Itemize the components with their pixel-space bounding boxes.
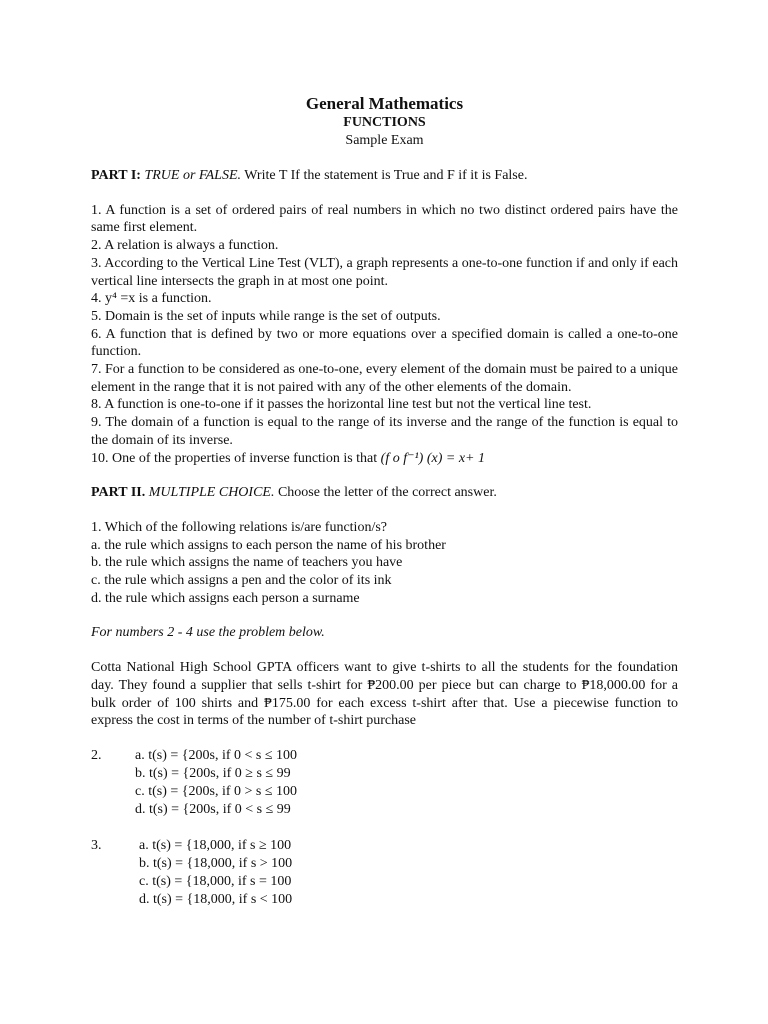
list-item: 6. A function that is defined by two or more equations over a specified domain is called a one-to-one function. [91,326,678,360]
page-title: General Mathematics [305,94,464,113]
answer-option: d. the rule which assigns each person a surname [91,590,360,606]
list-item: 3. According to the Vertical Line Test (VLT), a graph represents a one-to-one function if and only if each vertical line intersects the graph in at most one point. [91,255,678,289]
list-item: 9. The domain of a function is equal to the range of its inverse and the range of the function is equal to the domain of its inverse. [91,415,678,448]
list-item: 8. A function is one-to-one if it passes the horizontal line test but not the vertical line test. [91,397,592,413]
part2-type: MULTIPLE CHOICE. [148,485,275,501]
answer-option: d. t(s) = {18,000, if s < 100 [139,891,293,907]
answer-option: a. the rule which assigns to each person the name of his brother [91,537,446,553]
question-3 [91,837,678,909]
answer-option: c. the rule which assigns a pen and the color of its ink [91,573,392,589]
question-stem: 1. Which of the following relations is/are function/s? [91,519,388,535]
answer-option: b. the rule which assigns the name of teachers you have [91,555,403,571]
list-item: 7. For a function to be considered as one-to-one, every element of the domain must be paired to a unique element in the range that it is not paired with any of the other elements of the domain. [91,362,678,395]
answer-option: c. t(s) = {200s, if 0 > s ≤ 100 [135,783,298,799]
answer-option: c. t(s) = {18,000, if s = 100 [139,873,292,889]
question-3-options [139,837,292,909]
problem-note: For numbers 2 - 4 use the problem below. [91,625,325,641]
part2-label: PART II. [91,485,146,501]
answer-option: a. t(s) = {18,000, if s ≥ 100 [139,837,292,853]
part1-heading [91,167,678,185]
page-subtitle: FUNCTIONS [343,115,426,130]
exam-page [91,94,678,927]
answer-option: b. t(s) = {18,000, if s > 100 [139,855,293,871]
answer-option: d. t(s) = {200s, if 0 < s ≤ 99 [135,801,291,817]
list-item [91,450,678,468]
part1-type: TRUE or FALSE. [144,168,242,183]
question-number: 2. [91,747,102,763]
list-item: 2. A relation is always a function. [91,238,279,254]
part1-instruction: Write T If the statement is True and F if it is False. [244,168,528,183]
item10-formula: (f o f⁻¹) (x) = x+ 1 [380,450,485,466]
answer-option: b. t(s) = {200s, if 0 ≥ s ≤ 99 [135,765,291,781]
question-1 [91,519,678,608]
part1-items [91,202,678,468]
part1-label: PART I: [91,168,141,183]
part2-heading [91,484,678,502]
list-item: 1. A function is a set of ordered pairs of real numbers in which no two distinct ordered pairs have the same first element. [91,202,678,236]
problem-text: Cotta National High School GPTA officers want to give t-shirts to all the students for the foundation day. They found a supplier that sells t-shirt for ₱200.00 per piece but can charge to ₱18,000.00 for a bulk order of 100 shirts and ₱175.00 for each excess t-shirt after that. Use a piecewise function to express the cost in terms of the number of t-shirt purchase [91,660,678,729]
item10-text: 10. One of the properties of inverse function is that [91,450,381,466]
question-number: 3. [91,837,102,853]
question-2 [91,747,678,819]
list-item: 4. y⁴ =x is a function. [91,291,212,307]
question-2-options [135,747,297,819]
answer-option: a. t(s) = {200s, if 0 < s ≤ 100 [135,747,298,763]
list-item: 5. Domain is the set of inputs while range is the set of outputs. [91,308,441,324]
part2-instruction: Choose the letter of the correct answer. [277,485,497,501]
page-caption: Sample Exam [345,133,424,148]
